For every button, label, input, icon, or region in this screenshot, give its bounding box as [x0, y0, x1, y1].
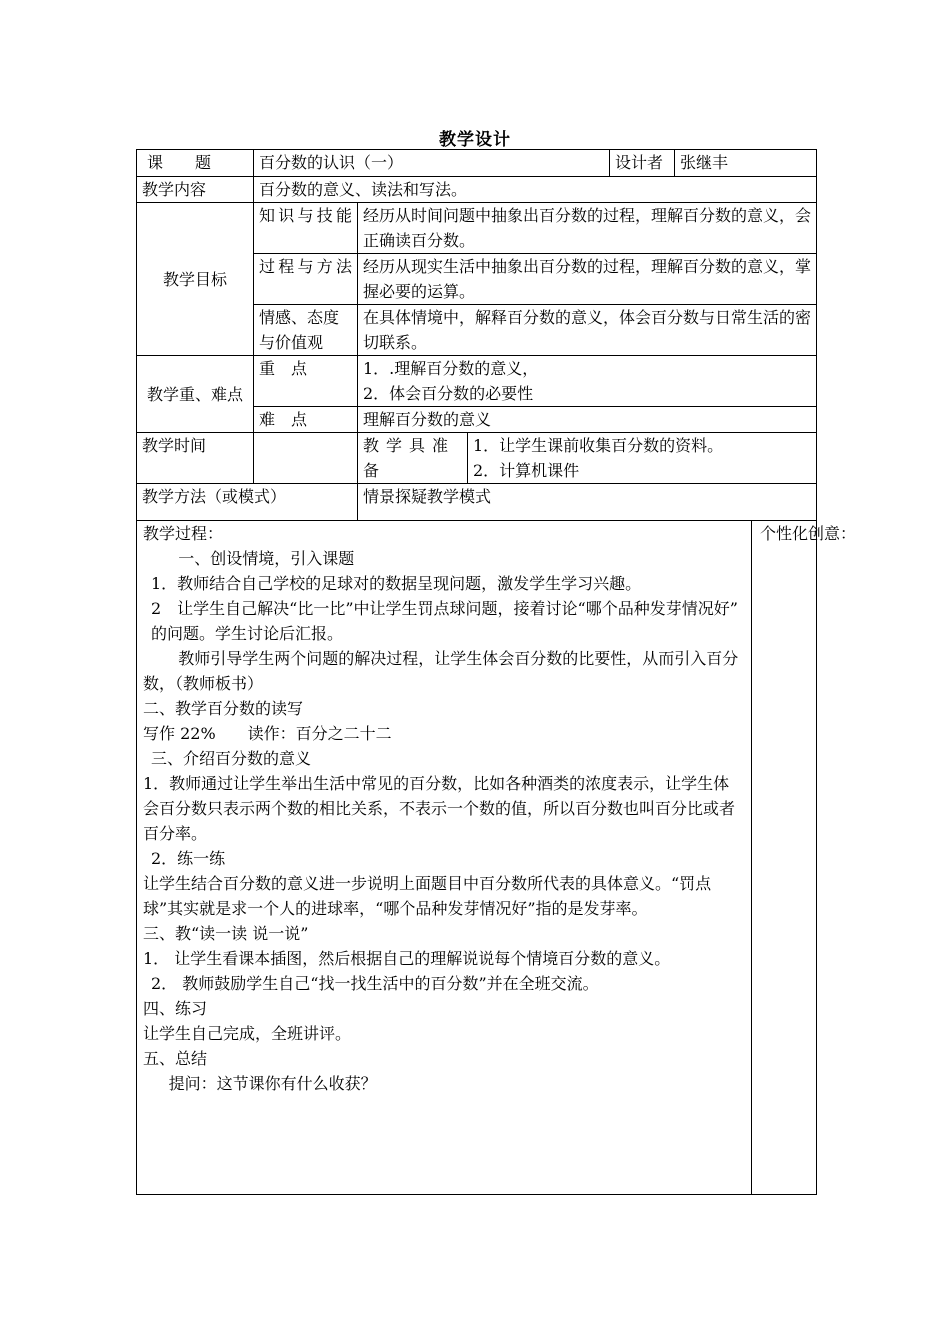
goal-emotion-text: 在具体情境中，解释百分数的意义，体会百分数与日常生活的密切联系。 — [358, 305, 817, 356]
key-point-list — [358, 356, 817, 407]
process-row — [137, 521, 817, 1195]
tools-list — [468, 433, 817, 484]
topic-value: 百分数的认识（一） — [254, 150, 610, 177]
topic-label: 课 题 — [137, 150, 254, 177]
process-line: 2．练一练 — [151, 849, 226, 868]
process-line: 三、介绍百分数的意义 — [151, 749, 312, 768]
process-line: 二、教学百分数的读写 — [143, 699, 304, 718]
process-line: 提问：这节课你有什么收获？ — [168, 1074, 377, 1093]
time-row — [137, 433, 817, 484]
process-cell — [137, 521, 752, 1195]
difficult-point-value: 理解百分数的意义 — [358, 407, 817, 433]
goal-knowledge-text: 经历从时间问题中抽象出百分数的过程，理解百分数的意义，会正确读百分数。 — [358, 203, 817, 254]
goal-row-knowledge — [137, 203, 817, 254]
method-label: 教学方法（或模式） — [137, 484, 358, 521]
key-point-item: 1．.理解百分数的意义， — [363, 359, 539, 378]
process-line: 一、创设情境，引入课题 — [178, 549, 355, 568]
time-value — [254, 433, 358, 484]
creative-label: 个性化创意： — [760, 524, 857, 543]
process-line: 2． 教师鼓励学生自己“找一找生活中的百分数”并在全班交流。 — [151, 974, 599, 993]
content-value: 百分数的意义、读法和写法。 — [254, 177, 817, 203]
difficult-point-label: 难 点 — [254, 407, 358, 433]
process-line: 1． 让学生看课本插图，然后根据自己的理解说说每个情境百分数的意义。 — [143, 949, 671, 968]
goal-knowledge-label: 知识与技能 — [254, 203, 358, 254]
process-line: 四、练习 — [143, 999, 208, 1018]
time-label: 教学时间 — [137, 433, 254, 484]
goals-label: 教学目标 — [137, 203, 254, 356]
process-line: 1．教师结合自己学校的足球对的数据呈现问题，激发学生学习兴趣。 — [151, 574, 642, 593]
content-label: 教学内容 — [137, 177, 254, 203]
goal-emotion-label: 情感、态度与价值观 — [254, 305, 358, 356]
focus-label: 教学重、难点 — [137, 356, 254, 433]
designer-value: 张继丰 — [675, 150, 817, 177]
process-label: 教学过程： — [143, 524, 224, 543]
process-line: 让学生自己完成，全班讲评。 — [143, 1024, 352, 1043]
content-row — [137, 177, 817, 203]
method-value: 情景探疑教学模式 — [358, 484, 817, 521]
key-point-item: 2．体会百分数的必要性 — [363, 384, 534, 403]
process-line: 2 让学生自己解决“比一比”中让学生罚点球问题，接着讨论“哪个品种发芽情况好” 的问题。学生讨论后汇报。 — [151, 599, 754, 643]
lesson-plan-table — [136, 149, 857, 1195]
designer-label: 设计者 — [610, 150, 675, 177]
process-line: 让学生结合百分数的意义进一步说明上面题目中百分数所代表的具体意义。“罚点球”其实就是求一个人的进球率，“哪个品种发芽情况好”指的是发芽率。 — [143, 874, 712, 918]
tools-item: 1．让学生课前收集百分数的资料。 — [473, 436, 724, 455]
key-point-label: 重 点 — [254, 356, 358, 407]
goal-process-text: 经历从现实生活中抽象出百分数的过程，理解百分数的意义，掌握必要的运算。 — [358, 254, 817, 305]
topic-row — [137, 150, 817, 177]
process-line: 教师引导学生两个问题的解决过程，让学生体会百分数的比要性，从而引入百分数，（教师板书） — [143, 649, 739, 693]
process-line: 写作 22% 读作：百分之二十二 — [143, 724, 392, 743]
key-point-row — [137, 356, 817, 407]
tools-item: 2．计算机课件 — [473, 461, 580, 480]
goal-process-label: 过程与方法 — [254, 254, 358, 305]
process-line: 三、教“读一读 说一说” — [143, 924, 309, 943]
page-title: 教学设计 — [439, 130, 511, 150]
process-line: 1．教师通过让学生举出生活中常见的百分数，比如各种酒类的浓度表示，让学生体会百分数只表示两个数的相比关系，不表示一个数的值，所以百分数也叫百分比或者百分率。 — [143, 774, 736, 843]
method-row — [137, 484, 817, 521]
tools-label: 教学具准备 — [358, 433, 468, 484]
process-line: 五、总结 — [143, 1049, 208, 1068]
creative-cell — [752, 521, 857, 1195]
